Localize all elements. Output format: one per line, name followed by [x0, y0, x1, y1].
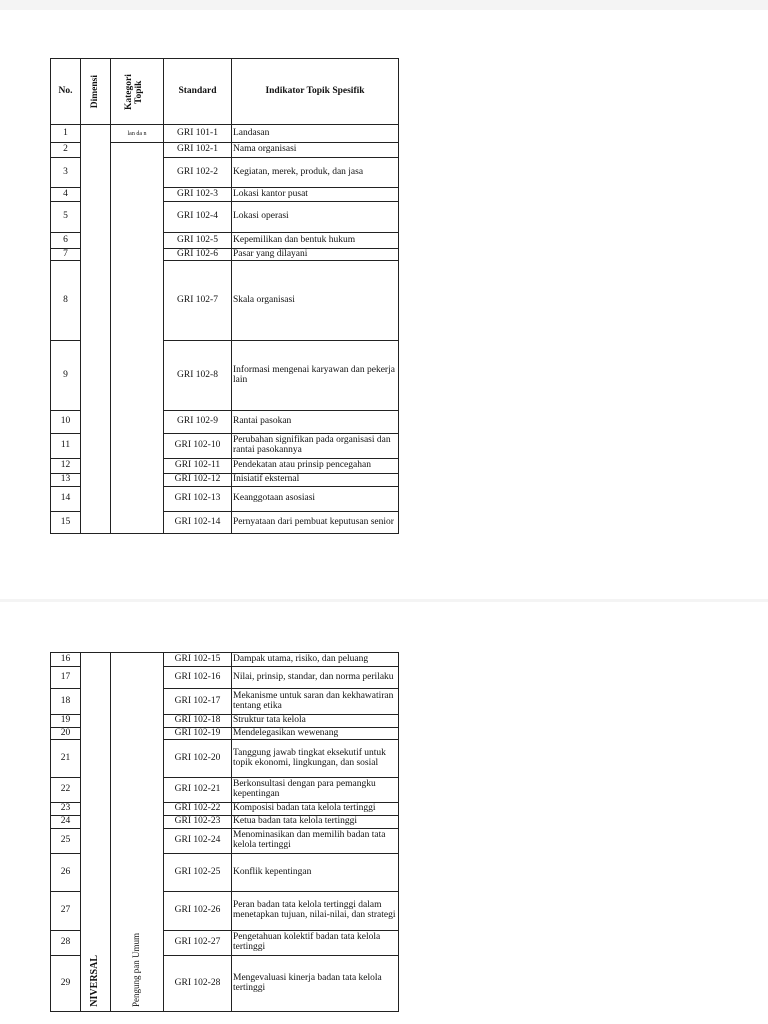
- standard-code: GRI 102-8: [164, 341, 232, 411]
- indicator-text: Ketua badan tata kelola tertinggi: [232, 816, 399, 829]
- standard-code: GRI 102-27: [164, 931, 232, 956]
- header-indikator: Indikator Topik Spesifik: [232, 59, 399, 125]
- row-number: 9: [51, 341, 81, 411]
- standard-code: GRI 102-26: [164, 892, 232, 931]
- row-number: 14: [51, 487, 81, 512]
- indicator-text: Berkonsultasi dengan para pemangku kepentingan: [232, 778, 399, 803]
- document-page-2: [0, 602, 768, 1024]
- row-number: 11: [51, 434, 81, 459]
- indicator-text: Mekanisme untuk saran dan kekhawatiran tentang etika: [232, 689, 399, 715]
- header-dimensi: [81, 59, 111, 125]
- standard-code: GRI 102-12: [164, 474, 232, 487]
- table-header-row: [51, 59, 399, 125]
- gri-index-table-page-2: [50, 652, 399, 1012]
- standard-code: GRI 102-21: [164, 778, 232, 803]
- kategori-cell-pengungkapan: [111, 653, 164, 1012]
- indicator-text: Skala organisasi: [232, 261, 399, 341]
- standard-code: GRI 102-2: [164, 158, 232, 188]
- header-kategori: [111, 59, 164, 125]
- standard-code: GRI 102-4: [164, 202, 232, 233]
- indicator-text: Komposisi badan tata kelola tertinggi: [232, 803, 399, 816]
- indicator-text: Tanggung jawab tingkat eksekutif untuk topik ekonomi, lingkungan, dan sosial: [232, 740, 399, 778]
- row-number: 25: [51, 829, 81, 854]
- kategori-label: Pengung pan Umum: [131, 933, 142, 1007]
- kategori-cell-pengungkapan: [111, 143, 164, 534]
- standard-code: GRI 102-3: [164, 188, 232, 202]
- indicator-text: Kepemilikan dan bentuk hukum: [232, 233, 399, 249]
- row-number: 1: [51, 125, 81, 143]
- indicator-text: Landasan: [232, 125, 399, 143]
- standard-code: GRI 102-13: [164, 487, 232, 512]
- row-number: 8: [51, 261, 81, 341]
- standard-code: GRI 102-1: [164, 143, 232, 158]
- row-number: 19: [51, 715, 81, 728]
- row-number: 4: [51, 188, 81, 202]
- indicator-text: Rantai pasokan: [232, 411, 399, 434]
- table-row: [51, 125, 399, 143]
- standard-code: GRI 102-18: [164, 715, 232, 728]
- standard-code: GRI 102-15: [164, 653, 232, 667]
- row-number: 20: [51, 728, 81, 740]
- row-number: 18: [51, 689, 81, 715]
- row-number: 13: [51, 474, 81, 487]
- indicator-text: Peran badan tata kelola tertinggi dalam menetapkan tujuan, nilai-nilai, dan strategi: [232, 892, 399, 931]
- dimensi-cell: [81, 125, 111, 534]
- indicator-text: Informasi mengenai karyawan dan pekerja lain: [232, 341, 399, 411]
- standard-code: GRI 102-10: [164, 434, 232, 459]
- row-number: 10: [51, 411, 81, 434]
- indicator-text: Nama organisasi: [232, 143, 399, 158]
- gri-index-table-page-1: [50, 58, 399, 534]
- standard-code: GRI 101-1: [164, 125, 232, 143]
- standard-code: GRI 102-19: [164, 728, 232, 740]
- standard-code: GRI 102-20: [164, 740, 232, 778]
- standard-code: GRI 102-14: [164, 512, 232, 534]
- row-number: 12: [51, 459, 81, 474]
- kategori-cell-landasan: [111, 125, 164, 143]
- row-number: 23: [51, 803, 81, 816]
- indicator-text: Pasar yang dilayani: [232, 249, 399, 261]
- row-number: 7: [51, 249, 81, 261]
- indicator-text: Mengevaluasi kinerja badan tata kelola tertinggi: [232, 956, 399, 1012]
- row-number: 15: [51, 512, 81, 534]
- indicator-text: Mendelegasikan wewenang: [232, 728, 399, 740]
- header-standard: Standard: [164, 59, 232, 125]
- indicator-text: Nilai, prinsip, standar, dan norma perilaku: [232, 667, 399, 689]
- indicator-text: Pendekatan atau prinsip pencegahan: [232, 459, 399, 474]
- standard-code: GRI 102-23: [164, 816, 232, 829]
- standard-code: GRI 102-5: [164, 233, 232, 249]
- indicator-text: Pengetahuan kolektif badan tata kelola tertinggi: [232, 931, 399, 956]
- standard-code: GRI 102-28: [164, 956, 232, 1012]
- row-number: 3: [51, 158, 81, 188]
- header-no: No.: [51, 59, 81, 125]
- row-number: 26: [51, 854, 81, 892]
- standard-code: GRI 102-25: [164, 854, 232, 892]
- standard-code: GRI 102-6: [164, 249, 232, 261]
- row-number: 22: [51, 778, 81, 803]
- dimensi-cell: [81, 653, 111, 1012]
- indicator-text: Lokasi kantor pusat: [232, 188, 399, 202]
- row-number: 5: [51, 202, 81, 233]
- table-row: [51, 653, 399, 667]
- row-number: 29: [51, 956, 81, 1012]
- standard-code: GRI 102-11: [164, 459, 232, 474]
- indicator-text: Perubahan signifikan pada organisasi dan rantai pasokannya: [232, 434, 399, 459]
- row-number: 2: [51, 143, 81, 158]
- header-kategori-label: Kategori Topik: [124, 73, 144, 110]
- row-number: 27: [51, 892, 81, 931]
- indicator-text: Konflik kepentingan: [232, 854, 399, 892]
- row-number: 16: [51, 653, 81, 667]
- indicator-text: Pernyataan dari pembuat keputusan senior: [232, 512, 399, 534]
- standard-code: GRI 102-24: [164, 829, 232, 854]
- indicator-text: Inisiatif eksternal: [232, 474, 399, 487]
- row-number: 28: [51, 931, 81, 956]
- indicator-text: Keanggotaan asosiasi: [232, 487, 399, 512]
- row-number: 6: [51, 233, 81, 249]
- standard-code: GRI 102-7: [164, 261, 232, 341]
- indicator-text: Dampak utama, risiko, dan peluang: [232, 653, 399, 667]
- dimensi-label: NIVERSAL: [89, 955, 101, 1007]
- indicator-text: Menominasikan dan memilih badan tata kelola tertinggi: [232, 829, 399, 854]
- row-number: 24: [51, 816, 81, 829]
- standard-code: GRI 102-22: [164, 803, 232, 816]
- row-number: 17: [51, 667, 81, 689]
- header-dimensi-label: Dimensi: [89, 74, 100, 109]
- indicator-text: Lokasi operasi: [232, 202, 399, 233]
- standard-code: GRI 102-17: [164, 689, 232, 715]
- indicator-text: Struktur tata kelola: [232, 715, 399, 728]
- document-page-1: [0, 10, 768, 599]
- indicator-text: Kegiatan, merek, produk, dan jasa: [232, 158, 399, 188]
- standard-code: GRI 102-16: [164, 667, 232, 689]
- row-number: 21: [51, 740, 81, 778]
- standard-code: GRI 102-9: [164, 411, 232, 434]
- kategori-label-landasan: lan da n: [127, 130, 147, 137]
